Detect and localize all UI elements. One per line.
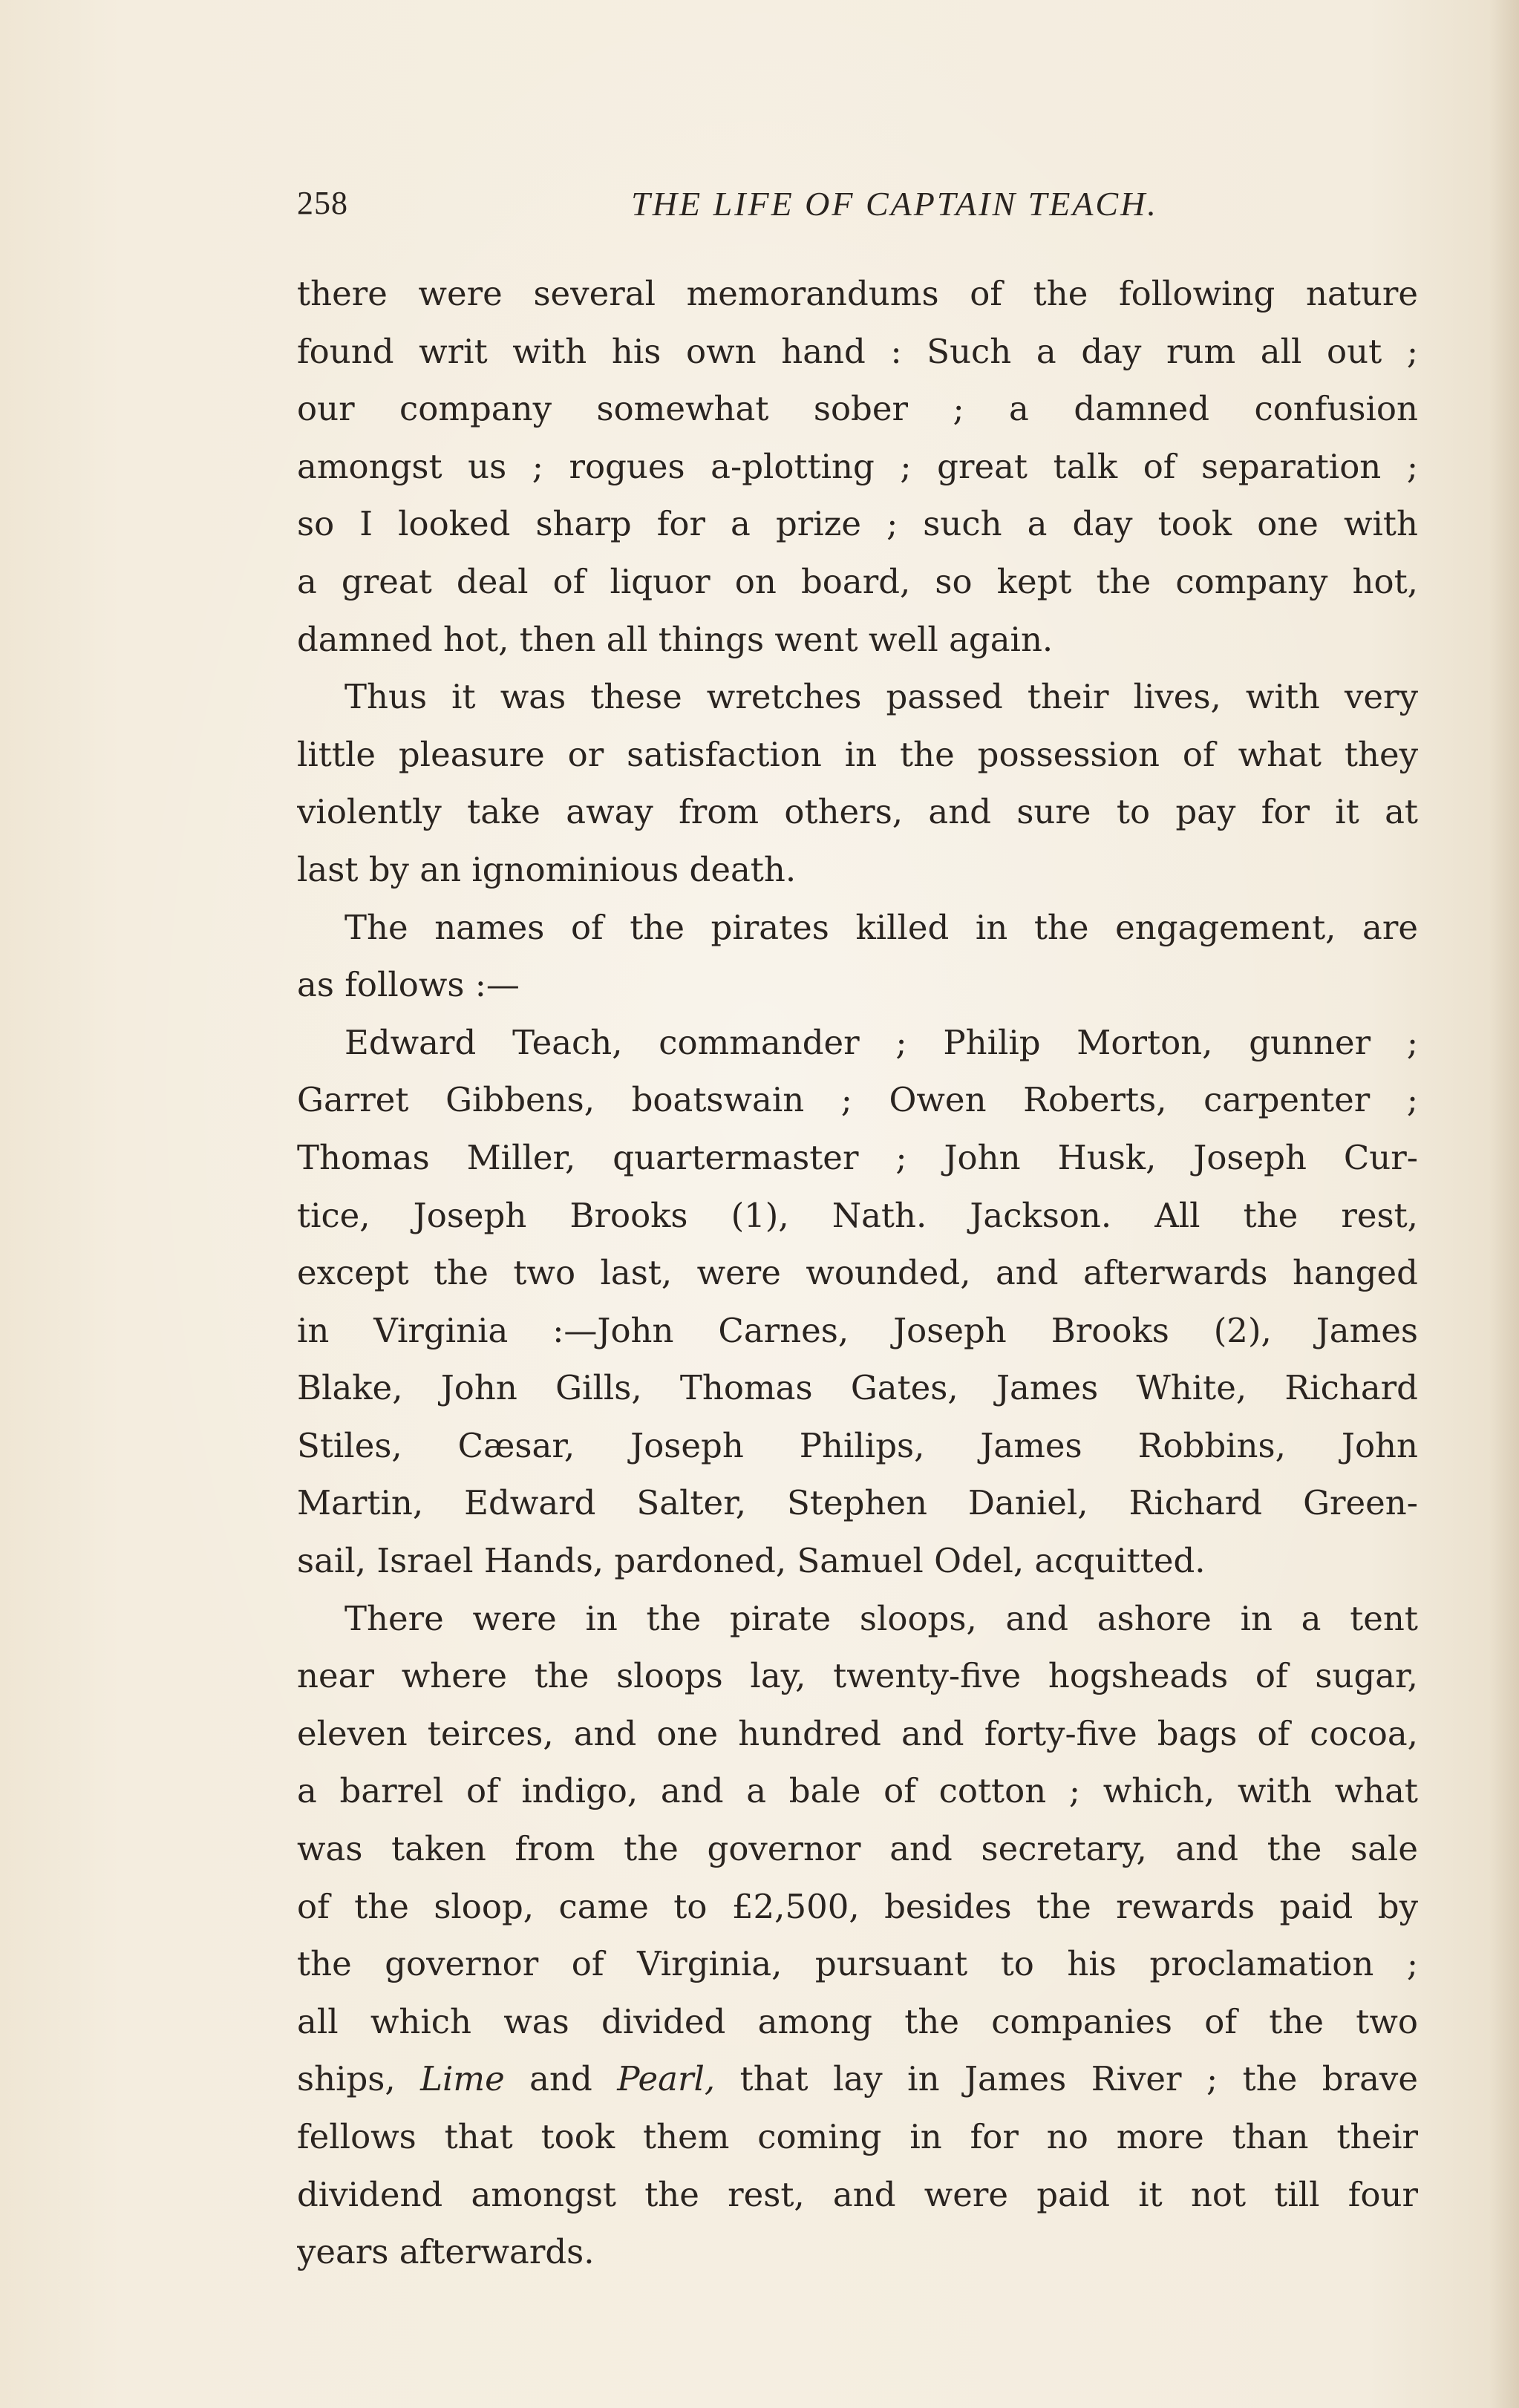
text-line: last by an ignominious death. (297, 849, 797, 889)
text-line: amongst us ; rogues a-plotting ; great talk of separation ; (297, 446, 1418, 486)
text-line: Martin, Edward Salter, Stephen Daniel, Richard Green- (297, 1483, 1418, 1523)
text-line: fellows that took them coming in for no more than their (297, 2117, 1418, 2156)
text-line: all which was divided among the companies of the two (297, 2001, 1418, 2041)
text-line: eleven teirces, and one hundred and forty-five bags of cocoa, (297, 1713, 1418, 1753)
text-line: our company somewhat sober ; a damned confusion (297, 389, 1418, 429)
text-line: violently take away from others, and sure to pay for it at (297, 792, 1418, 832)
text-line: little pleasure or satisfaction in the possession of what they (297, 734, 1418, 774)
page-edge-shadow (1489, 0, 1519, 2408)
text-line: years afterwards. (297, 2232, 595, 2272)
text-line: of the sloop, came to £2,500, besides the rewards paid by (297, 1886, 1418, 1926)
text-line: dividend amongst the rest, and were paid it not till four (297, 2174, 1418, 2214)
running-title: THE LIFE OF CAPTAIN TEACH. (631, 185, 1158, 223)
text-line: near where the sloops lay, twenty-five hogsheads of sugar, (297, 1656, 1418, 1696)
paragraph-start-line: Thus it was these wretches passed their lives, with very (344, 677, 1418, 717)
paragraph-start-line: There were in the pirate sloops, and ashore in a tent (344, 1598, 1418, 1638)
ship-name-pearl: Pearl, (617, 2059, 716, 2099)
ship-name-lime: Lime (420, 2059, 505, 2099)
page-header (297, 184, 1418, 229)
text-line: Garret Gibbens, boatswain ; Owen Roberts, carpenter ; (297, 1080, 1418, 1120)
text-line: Blake, John Gills, Thomas Gates, James White, Richard (297, 1368, 1418, 1408)
text-fragment: and (504, 2059, 618, 2099)
text-line: so I looked sharp for a prize ; such a day took one with (297, 504, 1418, 544)
paragraph-start-line: The names of the pirates killed in the engagement, are (344, 907, 1418, 947)
text-line: a great deal of liquor on board, so kept the company hot, (297, 561, 1418, 601)
text-line: as follows :— (297, 965, 520, 1005)
text-line-with-ship-names (297, 2050, 1418, 2108)
page-number: 258 (297, 185, 348, 221)
text-line: a barrel of indigo, and a bale of cotton ; which, with what (297, 1771, 1418, 1811)
text-line: the governor of Virginia, pursuant to his proclamation ; (297, 1944, 1418, 1984)
text-line: sail, Israel Hands, pardoned, Samuel Odel, acquitted. (297, 1541, 1206, 1581)
text-line: except the two last, were wounded, and afterwards hanged (297, 1253, 1418, 1293)
text-line: in Virginia :—John Carnes, Joseph Brooks (2), James (297, 1310, 1418, 1350)
text-line: Stiles, Cæsar, Joseph Philips, James Robbins, John (297, 1425, 1418, 1465)
text-line: Thomas Miller, quartermaster ; John Husk, Joseph Cur- (297, 1137, 1418, 1177)
text-line: there were several memorandums of the following nature (297, 274, 1418, 313)
body-text (297, 265, 1418, 2281)
text-line: tice, Joseph Brooks (1), Nath. Jackson. All the rest, (297, 1195, 1418, 1235)
paragraph-start-line: Edward Teach, commander ; Philip Morton, gunner ; (344, 1022, 1418, 1062)
text-line: found writ with his own hand : Such a day rum all out ; (297, 331, 1418, 371)
text-line: was taken from the governor and secretary, and the sale (297, 1829, 1418, 1869)
text-fragment: ships, (297, 2059, 421, 2099)
text-line: damned hot, then all things went well again. (297, 619, 1054, 659)
text-fragment: that lay in James River ; the brave (715, 2059, 1418, 2099)
